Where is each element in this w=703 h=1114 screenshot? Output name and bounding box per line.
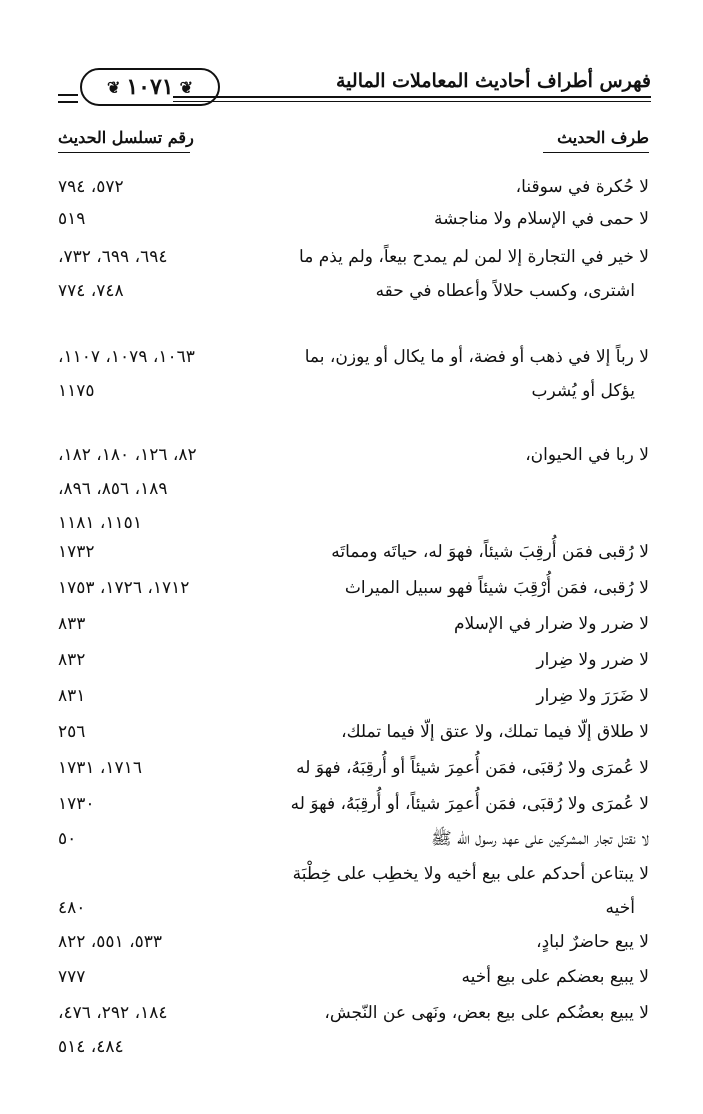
hadith-number-list: ٨٣٢ — [58, 650, 86, 670]
hadith-number-list: ١١٥١، ١١٨١ — [58, 513, 142, 533]
hadith-text-line: لا نقتل تجار المشركين على عهد رسول الله ﷺ — [431, 829, 649, 849]
hadith-number-list: ١٧٣٠ — [58, 794, 95, 814]
column-heading-hadith: طرف الحديث — [557, 128, 649, 147]
hadith-text-line: لا يبيع بعضكم على بيع أخيه — [461, 967, 649, 987]
hadith-text-line: لا ضرر ولا ضِرار — [536, 650, 649, 670]
hadith-text-line: لا رباً إلا في ذهب أو فضة، أو ما يكال أو يوزن، بما — [304, 347, 649, 367]
hadith-text-line: لا عُمرَى ولا رُقبَى، فمَن أُعمِرَ شيئاً، أو أُرقِبَهُ، فهوَ له — [290, 794, 649, 814]
ornament-right-icon: ❦ — [179, 77, 194, 97]
hadith-text-line: يؤكل أو يُشرب — [531, 381, 635, 401]
ornament-left-icon: ❦ — [106, 77, 121, 97]
hadith-text-line: أخيه — [605, 898, 635, 918]
page-number: ١٠٧١ — [126, 74, 174, 100]
hadith-number-list: ٧٤٨، ٧٧٤ — [58, 281, 124, 301]
hadith-text-line: لا ضرر ولا ضرار في الإسلام — [453, 614, 649, 634]
hadith-text-line: لا رُقبى فمَن أُرقِبَ شيئاً، فهوَ له، حياتَه ومماتَه — [331, 542, 649, 562]
hadith-number-list: ١٧١٢، ١٧٢٦، ١٧٥٣ — [58, 578, 190, 598]
hadith-text-line: لا خير في التجارة إلا لمن لم يمدح بيعاً، ولم يذم ما — [299, 247, 649, 267]
hadith-number-list: ٥٣٣، ٥٥١، ٨٢٢ — [58, 932, 162, 952]
hadith-number-list: ١١٧٥ — [58, 381, 95, 401]
hadith-text-line: لا يبيع بعضُكم على بيع بعض، ونَهى عن النّجش، — [324, 1003, 649, 1023]
hadith-number-list: ٧٧٧ — [58, 967, 86, 987]
hadith-number-list: ١٨٤، ٢٩٢، ٤٧٦، — [58, 1003, 168, 1023]
hadith-number-list: ٨٣١ — [58, 686, 86, 706]
hadith-number-list: ٦٩٤، ٦٩٩، ٧٣٢، — [58, 247, 168, 267]
hadith-number-list: ٨٣٣ — [58, 614, 86, 634]
hadith-text-line: لا عُمرَى ولا رُقبَى، فمَن أُعمِرَ شيئاً أو أُرقِبَهُ، فهوَ له — [296, 758, 649, 778]
hadith-text-line: لا يبتاعن أحدكم على بيع أخيه ولا يخطِب على خِطْبَة — [292, 864, 649, 884]
column-heading-numbers: رقم تسلسل الحديث — [58, 128, 194, 147]
hadith-number-list: ١٠٦٣، ١٠٧٩، ١١٠٧، — [58, 347, 195, 367]
hadith-text-line: لا رُقبى، فمَن أُرْقِبَ شيئاً فهو سبيل الميراث — [344, 578, 649, 598]
hadith-number-list: ٥٧٢، ٧٩٤ — [58, 177, 124, 197]
header-title: فهرس أطراف أحاديث المعاملات المالية — [335, 70, 651, 92]
hadith-number-list: ٤٨٤، ٥١٤ — [58, 1037, 124, 1057]
hadith-number-list: ١٧١٦، ١٧٣١ — [58, 758, 142, 778]
hadith-number-list: ١٧٣٢ — [58, 542, 95, 562]
hadith-text-line: لا حُكرة في سوقنا، — [515, 177, 649, 197]
hadith-number-list: ٥٠ — [58, 829, 77, 849]
hadith-text-line: لا طلاق إلّا فيما تملك، ولا عتق إلّا فيما تملك، — [341, 722, 649, 742]
hadith-number-list: ٥١٩ — [58, 209, 86, 229]
hadith-number-list: ١٨٩، ٨٥٦، ٨٩٦، — [58, 479, 168, 499]
hadith-number-list: ٢٥٦ — [58, 722, 86, 742]
hadith-number-list: ٨٢، ١٢٦، ١٨٠، ١٨٢، — [58, 445, 197, 465]
hadith-number-list: ٤٨٠ — [58, 898, 86, 918]
hadith-text-line: لا يبع حاضرٌ لبادٍ، — [536, 932, 649, 952]
hadith-text-line: لا ضَرَرَ ولا ضِرار — [536, 686, 649, 706]
hadith-text-line: اشترى، وكسب حلالاً وأعطاه في حقه — [375, 281, 635, 301]
hadith-text-line: لا حمى في الإسلام ولا مناجشة — [434, 209, 649, 229]
hadith-text-line: لا ربا في الحيوان، — [525, 445, 649, 465]
